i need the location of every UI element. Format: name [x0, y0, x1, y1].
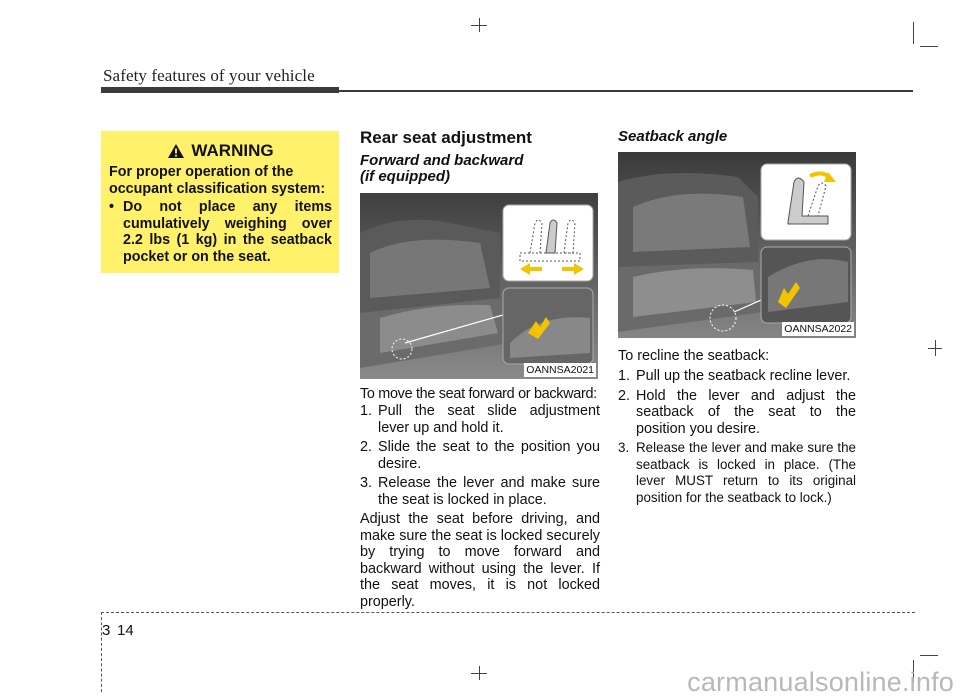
crop-mark-topright-v	[913, 22, 914, 44]
warning-bullet	[109, 199, 332, 265]
seatback-steps	[618, 368, 856, 509]
watermark: carmanualsonline.info	[687, 667, 954, 697]
crop-mark-bottomright-h	[920, 655, 938, 656]
header-rule-thin	[339, 90, 913, 92]
seatback-step-2	[618, 388, 856, 438]
step-text: Hold the lever and adjust the seatback of the seat to the position you desire.	[636, 387, 856, 437]
step-number: 3.	[360, 475, 373, 491]
rear-seat-intro: To move the seat forward or backward:	[360, 386, 597, 402]
page-number: 14	[117, 622, 134, 639]
forward-backward-subheading: Forward and backward	[360, 152, 524, 169]
seatback-step-3	[618, 440, 856, 506]
seatback-step-1	[618, 368, 856, 385]
seat-photo-illustration	[360, 193, 598, 379]
step-text: Slide the seat to the position you desire.	[378, 439, 600, 472]
rear-seat-note: Adjust the seat before driving, and make sure the seat is locked securely by trying to move forward and backward without using the lever. If the seat moves, it is not locked properly.	[360, 511, 600, 610]
footer-dashed-rule	[101, 612, 915, 613]
warning-intro: For proper operation of the occupant classification system:	[109, 164, 326, 197]
warning-bullet-text: Do not place any items cumulatively weighing over 2.2 lbs (1 kg) in the seatback pocket or on the seat.	[123, 199, 332, 265]
image-label-oannsa2021: OANNSA2021	[526, 364, 594, 376]
rear-seat-step-3	[360, 475, 600, 508]
header-rule-thick	[101, 87, 339, 93]
rear-seat-heading: Rear seat adjustment	[360, 128, 532, 147]
crop-mark-right-h	[928, 348, 942, 349]
crop-mark-top-h	[471, 25, 487, 26]
bullet-dot: •	[109, 199, 115, 215]
page-section-title: Safety features of your vehicle	[103, 66, 315, 85]
chapter-number: 3	[102, 622, 111, 639]
warning-title: WARNING	[191, 141, 274, 160]
if-equipped-subheading: (if equipped)	[360, 168, 450, 185]
warning-title-row	[109, 141, 332, 161]
step-number: 3.	[618, 440, 630, 455]
step-text: Release the lever and make sure the seat is locked in place.	[378, 475, 600, 508]
step-number: 1.	[618, 368, 631, 384]
crop-mark-topright-h	[920, 46, 938, 47]
seatback-recline-image	[618, 152, 856, 338]
step-number: 2.	[618, 387, 631, 404]
warning-triangle-icon	[167, 143, 185, 159]
rear-seat-steps	[360, 403, 600, 610]
seatback-intro: To recline the seatback:	[618, 348, 770, 364]
image-label-oannsa2022: OANNSA2022	[784, 323, 852, 335]
step-number: 2.	[360, 439, 373, 455]
step-text: Release the lever and make sure the seatback is locked in place. (The lever MUST return to its original position for the seatback to lock.)	[636, 440, 856, 505]
warning-box	[101, 131, 339, 273]
seatback-photo-illustration	[618, 152, 856, 338]
step-text: Pull up the seatback recline lever.	[636, 368, 851, 384]
seatback-angle-subheading: Seatback angle	[618, 128, 728, 145]
step-number: 1.	[360, 403, 373, 419]
rear-seat-step-2	[360, 439, 600, 472]
step-text: Pull the seat slide adjustment lever up and hold it.	[378, 403, 600, 436]
rear-seat-step-1	[360, 403, 600, 436]
crop-mark-bottom-h	[471, 673, 487, 674]
rear-seat-slide-image	[360, 193, 598, 379]
